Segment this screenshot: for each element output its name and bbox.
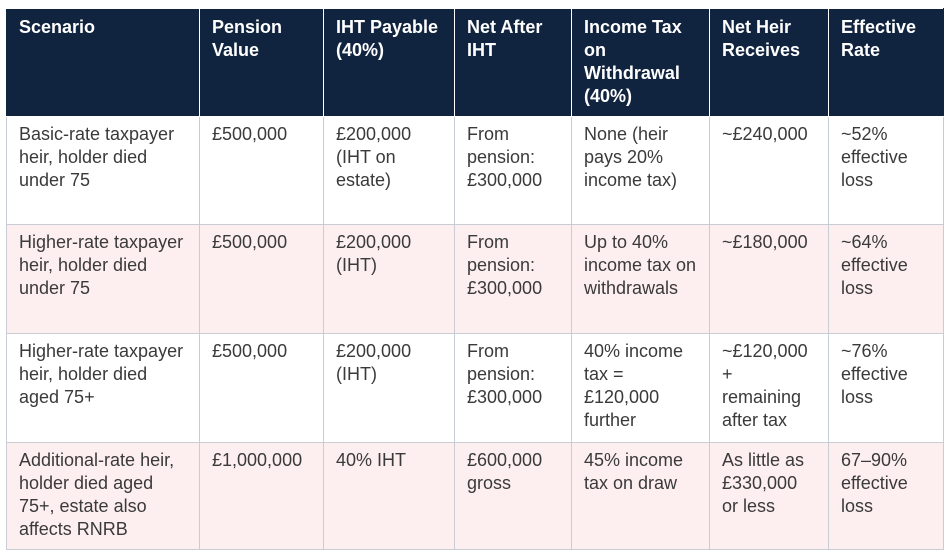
- cell-scenario: Higher-rate taxpayer heir, holder died aged 75+: [7, 334, 200, 443]
- header-income-tax-on-withdrawal: Income Tax on Withdrawal (40%): [572, 9, 710, 117]
- table-row: [7, 225, 944, 334]
- cell-scenario: Additional-rate heir, holder died aged 75+, estate also affects RNRB: [7, 443, 200, 550]
- cell-effective-rate: ~64% effective loss: [829, 225, 944, 334]
- cell-net-heir-receives: ~£240,000: [710, 117, 829, 225]
- cell-iht-payable: 40% IHT: [324, 443, 455, 550]
- cell-net-after-iht: From pension: £300,000: [455, 334, 572, 443]
- cell-net-heir-receives: ~£120,000 + remaining after tax: [710, 334, 829, 443]
- cell-effective-rate: 67–90% effective loss: [829, 443, 944, 550]
- header-net-heir-receives: Net Heir Receives: [710, 9, 829, 117]
- pension-iht-table-container: [6, 8, 943, 550]
- cell-net-heir-receives: As little as £330,000 or less: [710, 443, 829, 550]
- cell-scenario: Higher-rate taxpayer heir, holder died under 75: [7, 225, 200, 334]
- cell-effective-rate: ~76% effective loss: [829, 334, 944, 443]
- header-pension-value: Pension Value: [200, 9, 324, 117]
- cell-iht-payable: £200,000 (IHT): [324, 334, 455, 443]
- header-iht-payable: IHT Payable (40%): [324, 9, 455, 117]
- table-row: [7, 334, 944, 443]
- table-row: [7, 443, 944, 550]
- cell-iht-payable: £200,000 (IHT): [324, 225, 455, 334]
- header-net-after-iht: Net After IHT: [455, 9, 572, 117]
- cell-income-tax: 40% income tax = £120,000 further: [572, 334, 710, 443]
- table-body: [7, 117, 944, 550]
- cell-net-after-iht: From pension: £300,000: [455, 225, 572, 334]
- pension-iht-table: [6, 8, 944, 550]
- table-row: [7, 117, 944, 225]
- table-header: [7, 9, 944, 117]
- header-row: [7, 9, 944, 117]
- cell-net-heir-receives: ~£180,000: [710, 225, 829, 334]
- header-scenario: Scenario: [7, 9, 200, 117]
- cell-pension-value: £1,000,000: [200, 443, 324, 550]
- cell-net-after-iht: From pension: £300,000: [455, 117, 572, 225]
- cell-pension-value: £500,000: [200, 334, 324, 443]
- cell-effective-rate: ~52% effective loss: [829, 117, 944, 225]
- header-effective-rate: Effective Rate: [829, 9, 944, 117]
- cell-pension-value: £500,000: [200, 225, 324, 334]
- cell-iht-payable: £200,000 (IHT on estate): [324, 117, 455, 225]
- cell-pension-value: £500,000: [200, 117, 324, 225]
- cell-net-after-iht: £600,000 gross: [455, 443, 572, 550]
- cell-income-tax: None (heir pays 20% income tax): [572, 117, 710, 225]
- cell-income-tax: 45% income tax on draw: [572, 443, 710, 550]
- cell-income-tax: Up to 40% income tax on withdrawals: [572, 225, 710, 334]
- cell-scenario: Basic-rate taxpayer heir, holder died under 75: [7, 117, 200, 225]
